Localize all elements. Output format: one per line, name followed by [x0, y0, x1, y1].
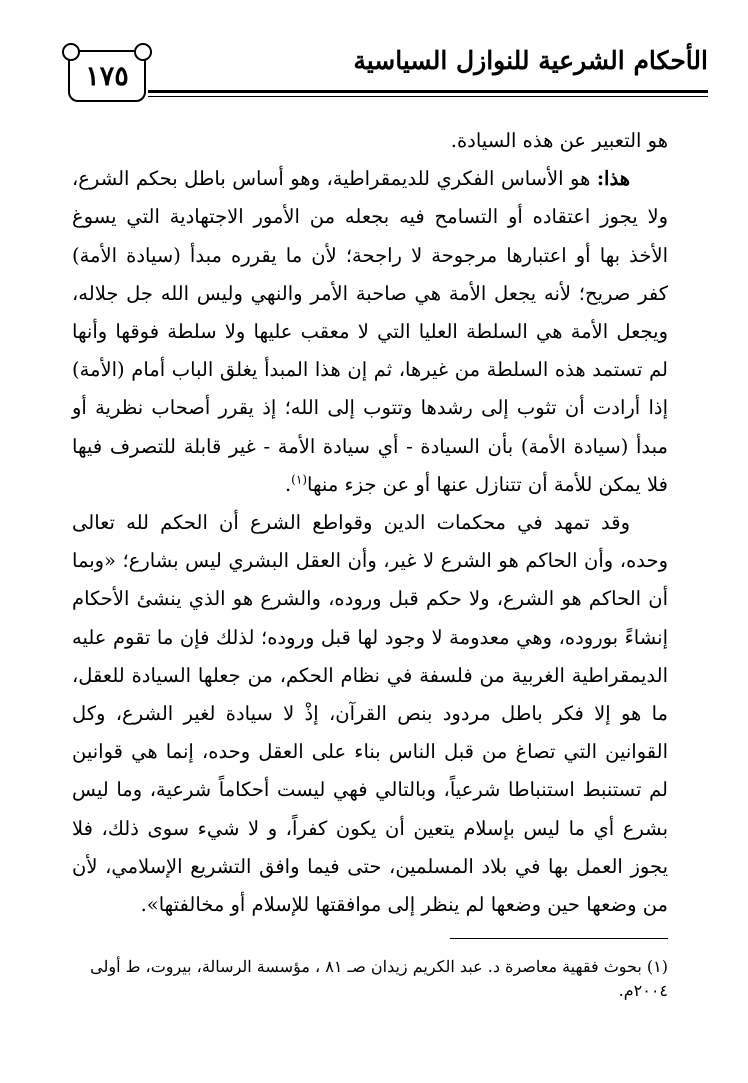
- paragraph-2-text: هو الأساس الفكري للديمقراطية، وهو أساس باطل بحكم الشرع، ولا يجوز اعتقاده أو التسامح فيه بجعله من الأمور الاجتهادية التي يسوغ الأخذ بها أو اعتبارها مرجوحة لا راجحة؛ لأن ما يقرره مبدأ (سيادة الأمة) كفر صريح؛ لأنه يجعل الأمة هي صاحبة الأمر والنهي وليس الله جل جلاله، ويجعل الأمة هي السلطة العليا التي لا معقب عليها ولا سلطة فوقها وأنها لم تستمد هذه السلطة من غيرها، ثم إن هذا المبدأ يغلق الباب أمام (الأمة) إذا أرادت أن تثوب إلى رشدها وتتوب إلى الله؛ إذ يقرر أصحاب نظرية أو مبدأ (سيادة الأمة) بأن السيادة - أي سيادة الأمة - غير قابلة للتصرف فيها فلا يمكن للأمة أن تتنازل عنها أو عن جزء منها: [72, 167, 668, 496]
- paragraph-lead: هذا:: [596, 167, 630, 191]
- header-rule-thin: [148, 96, 708, 97]
- page-header: [68, 42, 708, 104]
- book-title: الأحكام الشرعية للنوازل السياسية: [353, 46, 708, 75]
- footnote-reference[interactable]: (١): [291, 472, 307, 487]
- paragraph-2: [72, 160, 668, 504]
- main-text: [72, 122, 668, 924]
- footnote-separator: [450, 938, 668, 939]
- paragraph-1: هو التعبير عن هذه السيادة.: [450, 129, 668, 152]
- paragraph-2-end: .: [284, 472, 292, 496]
- header-rule: [148, 90, 708, 93]
- paragraph-3: وقد تمهد في محكمات الدين وقواطع الشرع أن الحكم لله تعالى وحده، وأن الحاكم هو الشرع لا غير، وأن العقل البشري ليس بشارع؛ «وبما أن الحاكم هو الشرع، ولا حكم قبل وروده، والشرع هو الذي ينشئ الأحكام إنشاءً بوروده، وهي معدومة لا وجود لها قبل وروده؛ لذلك فإن ما تقوم عليه الديمقراطية الغربية من فلسفة في نظام الحكم، من جعلها السيادة للعقل، ما هو إلا فكر باطل مردود بنص القرآن، إذْ لا سيادة لغير الشرع، وكل القوانين التي تصاغ من قبل الناس بناء على العقل وحده، إنما هي قوانين لم تستنبط استنباطا شرعياً، وبالتالي فهي ليست أحكاماً شرعية، وما ليس بشرع أي ما ليس بإسلام يتعين أن يكون كفراً، و لا شيء سوى ذلك، فلا يجوز العمل بها في بلاد المسلمين، حتى فيما وافق التشريع الإسلامي، لأن من وضعها حين وضعها لم ينظر إلى موافقتها للإسلام أو مخالفتها».: [72, 511, 668, 917]
- footnote: (١) بحوث فقهية معاصرة د. عبد الكريم زيدان صـ ٨١ ، مؤسسة الرسالة، بيروت، ط أولى ٢٠٠٤م.: [90, 957, 668, 1000]
- page-number: ١٧٥: [68, 50, 146, 102]
